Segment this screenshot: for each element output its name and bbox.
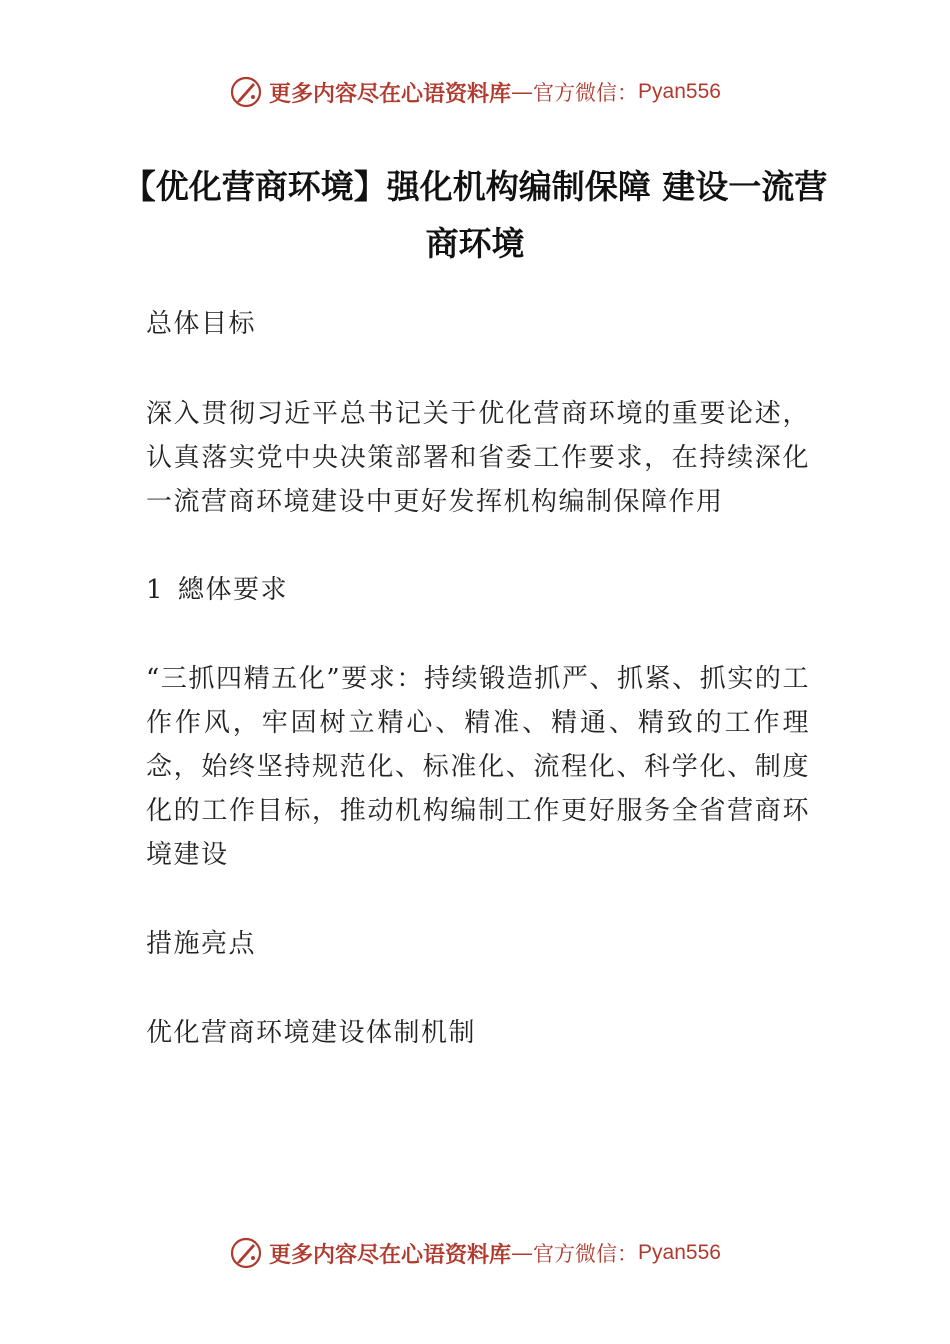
section-body-requirements: “三抓四精五化”要求：持续锻造抓严、抓紧、抓实的工作作风，牢固树立精心、精准、精通、精致的工作理念，始终坚持规范化、标准化、流程化、科学化、制度化的工作目标，推动机构编制工作更好服务全省营商环境建设	[146, 664, 810, 870]
section-heading-overall-requirements	[146, 568, 810, 612]
section-heading-overall-goal: 总体目标	[146, 309, 257, 339]
section-number: 1	[146, 575, 165, 605]
banner-wechat-label: 官方微信：	[533, 1242, 639, 1266]
banner-dash: —	[511, 79, 534, 105]
document-title: 【优化营商环境】强化机构编制保障 建设一流营商环境	[122, 167, 828, 263]
banner-dash: —	[511, 1240, 534, 1266]
header-banner	[0, 70, 950, 114]
banner-wechat-label: 官方微信：	[533, 81, 639, 105]
quill-pen-circle-icon	[229, 75, 263, 109]
banner-wechat-id: Pyan556	[638, 80, 721, 103]
banner-wechat-id: Pyan556	[638, 1241, 721, 1264]
banner-brand-text: 更多内容尽在心语资料库	[269, 1241, 512, 1268]
banner-brand-text: 更多内容尽在心语资料库	[269, 80, 512, 107]
section-heading-text: 總体要求	[178, 575, 289, 605]
quill-pen-circle-icon	[229, 1236, 263, 1270]
section-heading-highlights: 措施亮点	[146, 929, 257, 959]
footer-banner	[0, 1231, 950, 1275]
section-body-overall-goal: 深入贯彻习近平总书记关于优化营商环境的重要论述，认真落实党中央决策部署和省委工作要求，在持续深化一流营商环境建设中更好发挥机构编制保障作用	[146, 399, 810, 517]
section-body-highlights: 优化营商环境建设体制机制	[146, 1018, 477, 1048]
